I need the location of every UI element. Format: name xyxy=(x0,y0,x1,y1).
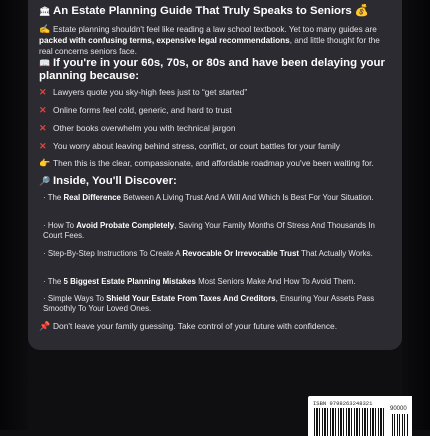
delay-heading-line2: planning because: xyxy=(39,70,140,82)
closing-line: 📌 Don't leave your family guessing. Take control of your future with confidence. xyxy=(39,321,338,331)
list-item: · Simple Ways To Shield Your Estate From Taxes And Creditors, Ensuring Your Assets Pass Smoothly To Your Loved Ones. xyxy=(43,294,375,314)
book-icon: 📖 xyxy=(39,58,51,68)
cross-mark-icon: ✕ xyxy=(39,87,47,97)
inside-heading: 🔎 Inside, You'll Discover: xyxy=(39,175,177,187)
list-item: · Step-By-Step Instructions To Create A Revocable Or Irrevocable Trust That Actually Works. xyxy=(43,249,373,258)
background-edge-right xyxy=(402,0,430,430)
money-bag-icon: 💰 xyxy=(354,5,370,17)
list-item: · The 5 Biggest Estate Planning Mistakes Most Seniors Make And How To Avoid Them. xyxy=(43,277,356,286)
pen-icon: ✍️ xyxy=(39,24,51,34)
list-item: · How To Avoid Probate Completely, Saving Your Family Months Of Stress And Thousands In Court Fees. xyxy=(43,221,375,241)
pointing-hand-icon: 👉 xyxy=(39,158,51,168)
list-item: ✕ Lawyers quote you sky-high fees just to “get started” xyxy=(39,87,248,97)
bank-icon: 🏛 xyxy=(39,6,51,16)
background-edge-left xyxy=(0,0,28,430)
intro-paragraph: ✍️ Estate planning shouldn't feel like reading a law school textbook. Yet too many guides are packed with confusing terms, expensive legal recommendations, and little thought for the real concerns seniors face. xyxy=(39,24,380,56)
price-code: 90000 xyxy=(390,406,407,412)
isbn-barcode xyxy=(308,396,412,436)
pushpin-icon: 📌 xyxy=(39,321,51,331)
magnifier-icon: 🔎 xyxy=(39,176,51,186)
list-item: ✕ Other books overwhelm you with technical jargon xyxy=(39,123,236,133)
then-line: 👉 Then this is the clear, compassionate, and affordable roadmap you've been waiting for. xyxy=(39,158,374,168)
list-item: ✕ You worry about leaving behind stress, conflict, or court battles for your family xyxy=(39,141,340,151)
cross-mark-icon: ✕ xyxy=(39,105,47,115)
main-title: 🏛 An Estate Planning Guide That Truly Speaks to Seniors 💰 xyxy=(39,5,370,17)
barcode-bars xyxy=(314,408,386,436)
cross-mark-icon: ✕ xyxy=(39,141,47,151)
isbn-number: ISBN 9798263248321 xyxy=(313,400,373,407)
delay-heading-line1: 📖 If you're in your 60s, 70s, or 80s and have been delaying your xyxy=(39,57,385,69)
list-item: · The Real Difference Between A Living Trust And A Will And Which Is Best For Your Situation. xyxy=(43,193,374,202)
list-item: ✕ Online forms feel cold, generic, and hard to trust xyxy=(39,105,232,115)
price-barcode-bars xyxy=(392,414,408,436)
cross-mark-icon: ✕ xyxy=(39,123,47,133)
